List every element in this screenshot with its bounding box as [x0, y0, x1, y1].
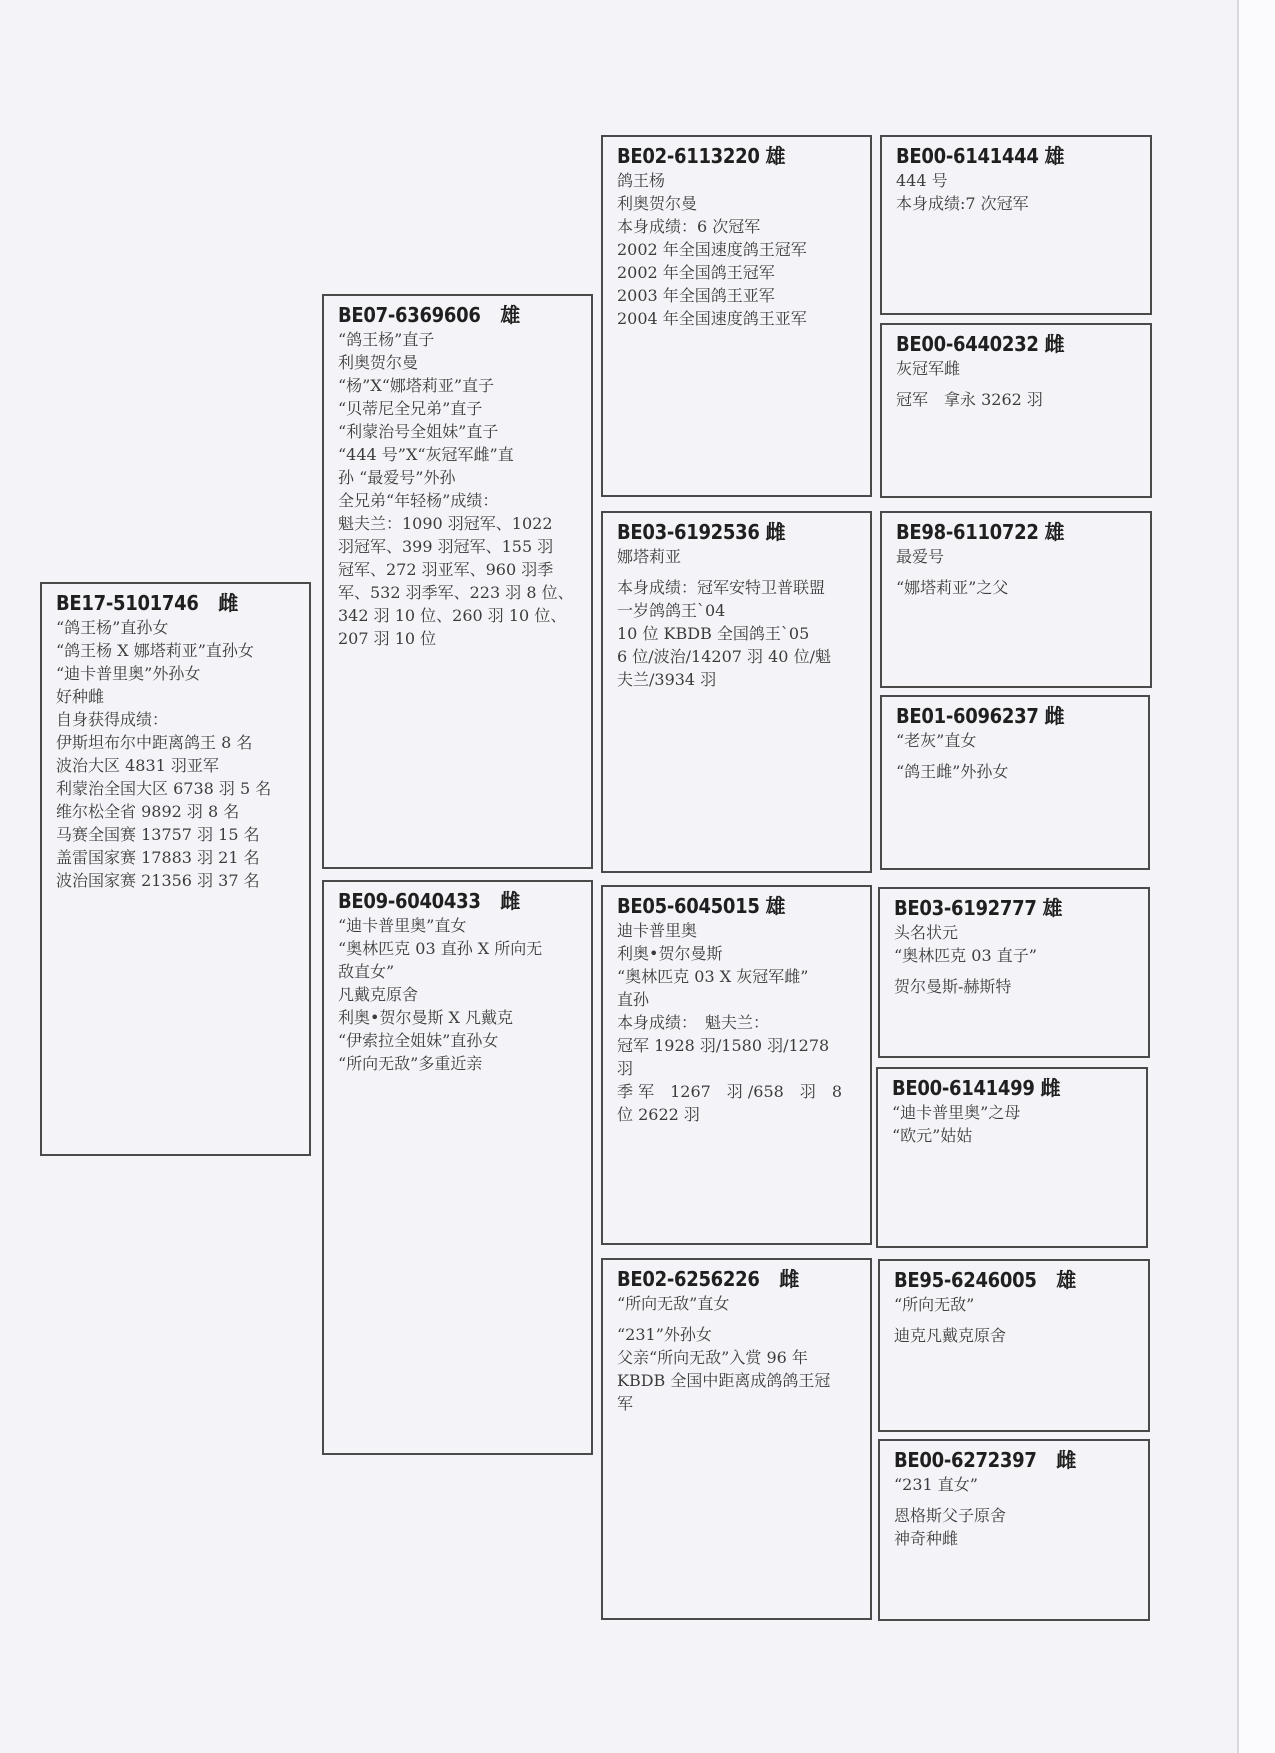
dam-card [322, 880, 593, 1455]
dam-dam-line: 父亲“所向无敌”入赏 96 年 [617, 1348, 808, 1367]
dam-line: “迪卡普里奥”直女 [338, 916, 467, 935]
dam-sire-line: 羽 [617, 1059, 634, 1078]
ggp-3-line: 最爱号 [896, 547, 945, 566]
ggp-8-line: 神奇种雌 [894, 1529, 959, 1548]
sire-ring-number: BE07-6369606 雄 [338, 303, 520, 327]
subject-ring-number: BE17-5101746 雌 [56, 591, 238, 615]
sire-dam-line: 娜塔莉亚 [617, 547, 682, 566]
sire-lines [338, 328, 579, 650]
paper-edge [1239, 0, 1275, 1753]
dam-line: “所向无敌”多重近亲 [338, 1054, 483, 1073]
sire-line: “鸽王杨”直子 [338, 330, 435, 349]
sire-sire-line: 2002 年全国鸽王冠军 [617, 263, 775, 282]
dam-sire-ring-number: BE05-6045015 雄 [617, 894, 786, 918]
subject-line: 利蒙治全国大区 6738 羽 5 名 [56, 779, 272, 798]
dam-sire-line: 冠军 1928 羽/1580 羽/1278 [617, 1036, 830, 1055]
ggp-card-6 [876, 1067, 1148, 1248]
subject-line: 好种雌 [56, 687, 105, 706]
ggp-8-line: 恩格斯父子原舍 [894, 1506, 1007, 1525]
dam-sire-line: 直孙 [617, 990, 650, 1009]
sire-line: “444 号”X“灰冠军雌”直 [338, 445, 514, 464]
ggp-5-line: 贺尔曼斯-赫斯特 [894, 977, 1012, 996]
dam-sire-line: 本身成绩： 魁夫兰： [617, 1013, 770, 1032]
dam-sire-card [601, 885, 872, 1245]
dam-dam-card [601, 1258, 872, 1620]
sire-dam-line: 本身成绩：冠军安特卫普联盟 [617, 578, 826, 597]
ggp-card-4 [880, 695, 1150, 870]
sire-sire-card [601, 135, 872, 497]
ggp-2-line: 灰冠军雌 [896, 359, 961, 378]
sire-dam-line: 一岁鸽鸽王`04 [617, 601, 726, 620]
sire-dam-card [601, 511, 872, 873]
sire-dam-ring-number: BE03-6192536 雌 [617, 520, 786, 544]
sire-line: “利蒙治号全姐妹”直子 [338, 422, 499, 441]
ggp-4-ring-number: BE01-6096237 雌 [896, 704, 1065, 728]
sire-line: 利奥贺尔曼 [338, 353, 419, 372]
dam-line: “奥林匹克 03 直孙 X 所向无 [338, 939, 543, 958]
ggp-5-line: “奥林匹克 03 直子” [894, 946, 1037, 965]
ggp-8-ring-number: BE00-6272397 雌 [894, 1448, 1076, 1472]
dam-sire-line: 利奥•贺尔曼斯 [617, 944, 723, 963]
subject-card [40, 582, 311, 1156]
ggp-1-line: 本身成绩:7 次冠军 [896, 194, 1029, 213]
sire-line: 军、532 羽季军、223 羽 8 位、 [338, 583, 574, 602]
subject-lines [56, 616, 297, 892]
ggp-6-line: “迪卡普里奥”之母 [892, 1103, 1021, 1122]
ggp-2-ring-number: BE00-6440232 雌 [896, 332, 1065, 356]
subject-line: 波治大区 4831 羽亚军 [56, 756, 219, 775]
ggp-8-line: “231 直女” [894, 1475, 978, 1494]
ggp-7-ring-number: BE95-6246005 雄 [894, 1268, 1076, 1292]
ggp-6-ring-number: BE00-6141499 雌 [892, 1076, 1061, 1100]
ggp-5-line: 头名状元 [894, 923, 959, 942]
dam-line: 凡戴克原舍 [338, 985, 419, 1004]
dam-line: 利奥•贺尔曼斯 X 凡戴克 [338, 1008, 514, 1027]
ggp-7-line: “所向无敌” [894, 1295, 975, 1314]
dam-dam-line: KBDB 全国中距离成鸽鸽王冠 [617, 1371, 831, 1390]
ggp-4-line: “鸽王雌”外孙女 [896, 762, 1009, 781]
ggp-card-2 [880, 323, 1152, 498]
ggp-3-line: “娜塔莉亚”之父 [896, 578, 1009, 597]
sire-line: “杨”X“娜塔莉亚”直子 [338, 376, 495, 395]
ggp-6-line: “欧元”姑姑 [892, 1126, 973, 1145]
subject-line: 马赛全国赛 13757 羽 15 名 [56, 825, 260, 844]
sire-line: 魁夫兰：1090 羽冠军、1022 [338, 514, 553, 533]
dam-dam-ring-number: BE02-6256226 雌 [617, 1267, 799, 1291]
dam-line: “伊索拉全姐妹”直孙女 [338, 1031, 499, 1050]
dam-sire-lines [617, 919, 858, 1126]
dam-dam-line: 军 [617, 1394, 634, 1413]
dam-dam-line: “231”外孙女 [617, 1325, 712, 1344]
subject-line: 波治国家赛 21356 羽 37 名 [56, 871, 260, 890]
ggp-1-ring-number: BE00-6141444 雄 [896, 144, 1065, 168]
dam-ring-number: BE09-6040433 雌 [338, 889, 520, 913]
ggp-card-5 [878, 887, 1150, 1058]
subject-line: 盖雷国家赛 17883 羽 21 名 [56, 848, 260, 867]
dam-dam-lines [617, 1292, 858, 1415]
ggp-4-line: “老灰”直女 [896, 731, 977, 750]
ggp-3-ring-number: BE98-6110722 雄 [896, 520, 1065, 544]
dam-lines [338, 914, 579, 1075]
sire-dam-line: 夫兰/3934 羽 [617, 670, 717, 689]
sire-line: 207 羽 10 位 [338, 629, 437, 648]
subject-line: 自身获得成绩： [56, 710, 169, 729]
ggp-card-7 [878, 1259, 1150, 1432]
sire-dam-lines [617, 545, 858, 691]
sire-sire-line: 鸽王杨 [617, 171, 666, 190]
dam-sire-line: 位 2622 羽 [617, 1105, 700, 1124]
subject-line: 伊斯坦布尔中距离鸽王 8 名 [56, 733, 253, 752]
ggp-card-3 [880, 511, 1152, 688]
sire-sire-line: 2002 年全国速度鸽王冠军 [617, 240, 807, 259]
subject-line: “迪卡普里奥”外孙女 [56, 664, 201, 683]
sire-dam-line: 6 位/波治/14207 羽 40 位/魁 [617, 647, 831, 666]
sire-sire-line: 2004 年全国速度鸽王亚军 [617, 309, 807, 328]
sire-sire-ring-number: BE02-6113220 雄 [617, 144, 786, 168]
sire-line: 冠军、272 羽亚军、960 羽季 [338, 560, 554, 579]
ggp-2-line: 冠军 拿永 3262 羽 [896, 390, 1043, 409]
sire-sire-line: 利奥贺尔曼 [617, 194, 698, 213]
ggp-7-line: 迪克凡戴克原舍 [894, 1326, 1007, 1345]
dam-sire-line: 迪卡普里奥 [617, 921, 698, 940]
subject-line: “鸽王杨 X 娜塔莉亚”直孙女 [56, 641, 254, 660]
ggp-1-line: 444 号 [896, 171, 948, 190]
sire-line: 全兄弟“年轻杨”成绩： [338, 491, 499, 510]
sire-line: “贝蒂尼全兄弟”直子 [338, 399, 483, 418]
sire-line: 孙 “最爱号”外孙 [338, 468, 456, 487]
sire-dam-line: 10 位 KBDB 全国鸽王`05 [617, 624, 810, 643]
dam-dam-line: “所向无敌”直女 [617, 1294, 730, 1313]
ggp-card-1 [880, 135, 1152, 315]
sire-card [322, 294, 593, 869]
sire-sire-line: 本身成绩：6 次冠军 [617, 217, 761, 236]
dam-sire-line: “奥林匹克 03 X 灰冠军雌” [617, 967, 809, 986]
ggp-5-ring-number: BE03-6192777 雄 [894, 896, 1063, 920]
subject-line: “鸽王杨”直孙女 [56, 618, 169, 637]
sire-sire-lines [617, 169, 858, 330]
sire-sire-line: 2003 年全国鸽王亚军 [617, 286, 775, 305]
subject-line: 维尔松全省 9892 羽 8 名 [56, 802, 240, 821]
dam-sire-line: 季 军 1267 羽 /658 羽 8 [617, 1082, 843, 1101]
dam-line: 敌直女” [338, 962, 395, 981]
ggp-card-8 [878, 1439, 1150, 1621]
sire-line: 羽冠军、399 羽冠军、155 羽 [338, 537, 554, 556]
sire-line: 342 羽 10 位、260 羽 10 位、 [338, 606, 567, 625]
